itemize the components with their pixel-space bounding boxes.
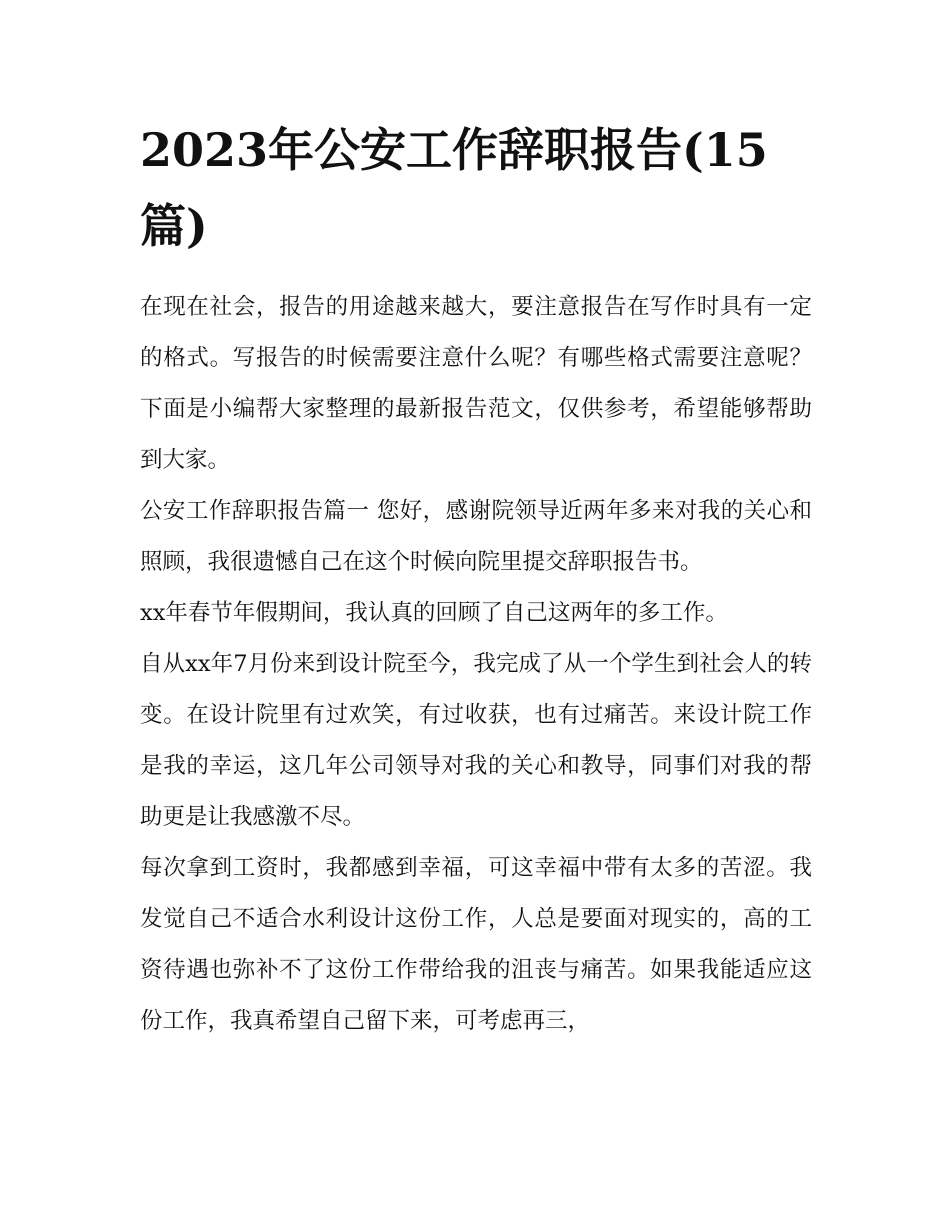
paragraph-4: 每次拿到工资时，我都感到幸福，可这幸福中带有太多的苦涩。我发觉自己不适合水利设计这份工作，人总是要面对现实的，高的工资待遇也弥补不了这份工作带给我的沮丧与痛苦。如果我能适应这份工作，我真希望自己留下来，可考虑再三， (140, 855, 812, 1034)
paragraph-intro: 在现在社会，报告的用途越来越大，要注意报告在写作时具有一定的格式。写报告的时候需要注意什么呢？有哪些格式需要注意呢？下面是小编帮大家整理的最新报告范文，仅供参考，希望能够帮助到大家。 (140, 294, 812, 473)
document-body (140, 282, 812, 1047)
paragraph-1: 公安工作辞职报告篇一 您好，感谢院领导近两年多来对我的关心和照顾，我很遗憾自己在这个时候向院里提交辞职报告书。 (140, 498, 812, 575)
paragraph-2: xx年春节年假期间，我认真的回顾了自己这两年的多工作。 (140, 600, 728, 626)
paragraph-3: 自从xx年7月份来到设计院至今，我完成了从一个学生到社会人的转变。在设计院里有过欢笑，有过收获，也有过痛苦。来设计院工作是我的幸运，这几年公司领导对我的关心和教导，同事们对我的帮助更是让我感激不尽。 (140, 651, 812, 830)
document-page (140, 112, 812, 1047)
document-title: 2023年公安工作辞职报告(15篇) (140, 123, 768, 253)
